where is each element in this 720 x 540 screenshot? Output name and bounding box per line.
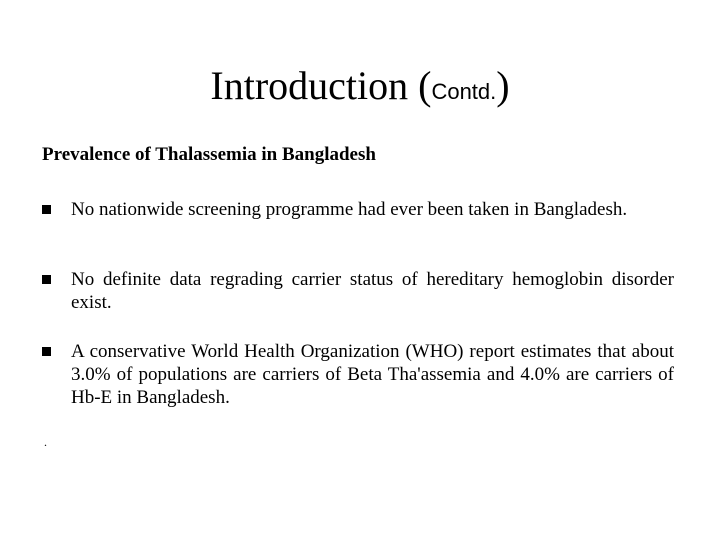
bullet-item [42, 340, 674, 409]
slide-title [0, 60, 720, 118]
square-bullet-icon [42, 205, 51, 214]
title-contd: Contd. [431, 79, 497, 104]
bullet-text: No nationwide screening programme had ever been taken in Bangladesh. [71, 199, 628, 220]
slide-subtitle: Prevalence of Thalassemia in Bangladesh [42, 144, 376, 165]
square-bullet-icon [42, 275, 51, 284]
bullet-item [42, 268, 674, 314]
title-close: ) [496, 63, 510, 108]
title-main: Introduction ( [210, 63, 432, 108]
bullet-text: No definite data regrading carrier status of hereditary hemoglobin disorder exist. [71, 269, 674, 313]
bullet-item [42, 198, 674, 221]
square-bullet-icon [42, 347, 51, 356]
trailing-mark: . [44, 435, 47, 449]
bullet-text: A conservative World Health Organization (WHO) report estimates that about 3.0% of populations are carriers of Beta Tha'assemia and 4.0% are carriers of Hb-E in Bangladesh. [71, 341, 674, 408]
